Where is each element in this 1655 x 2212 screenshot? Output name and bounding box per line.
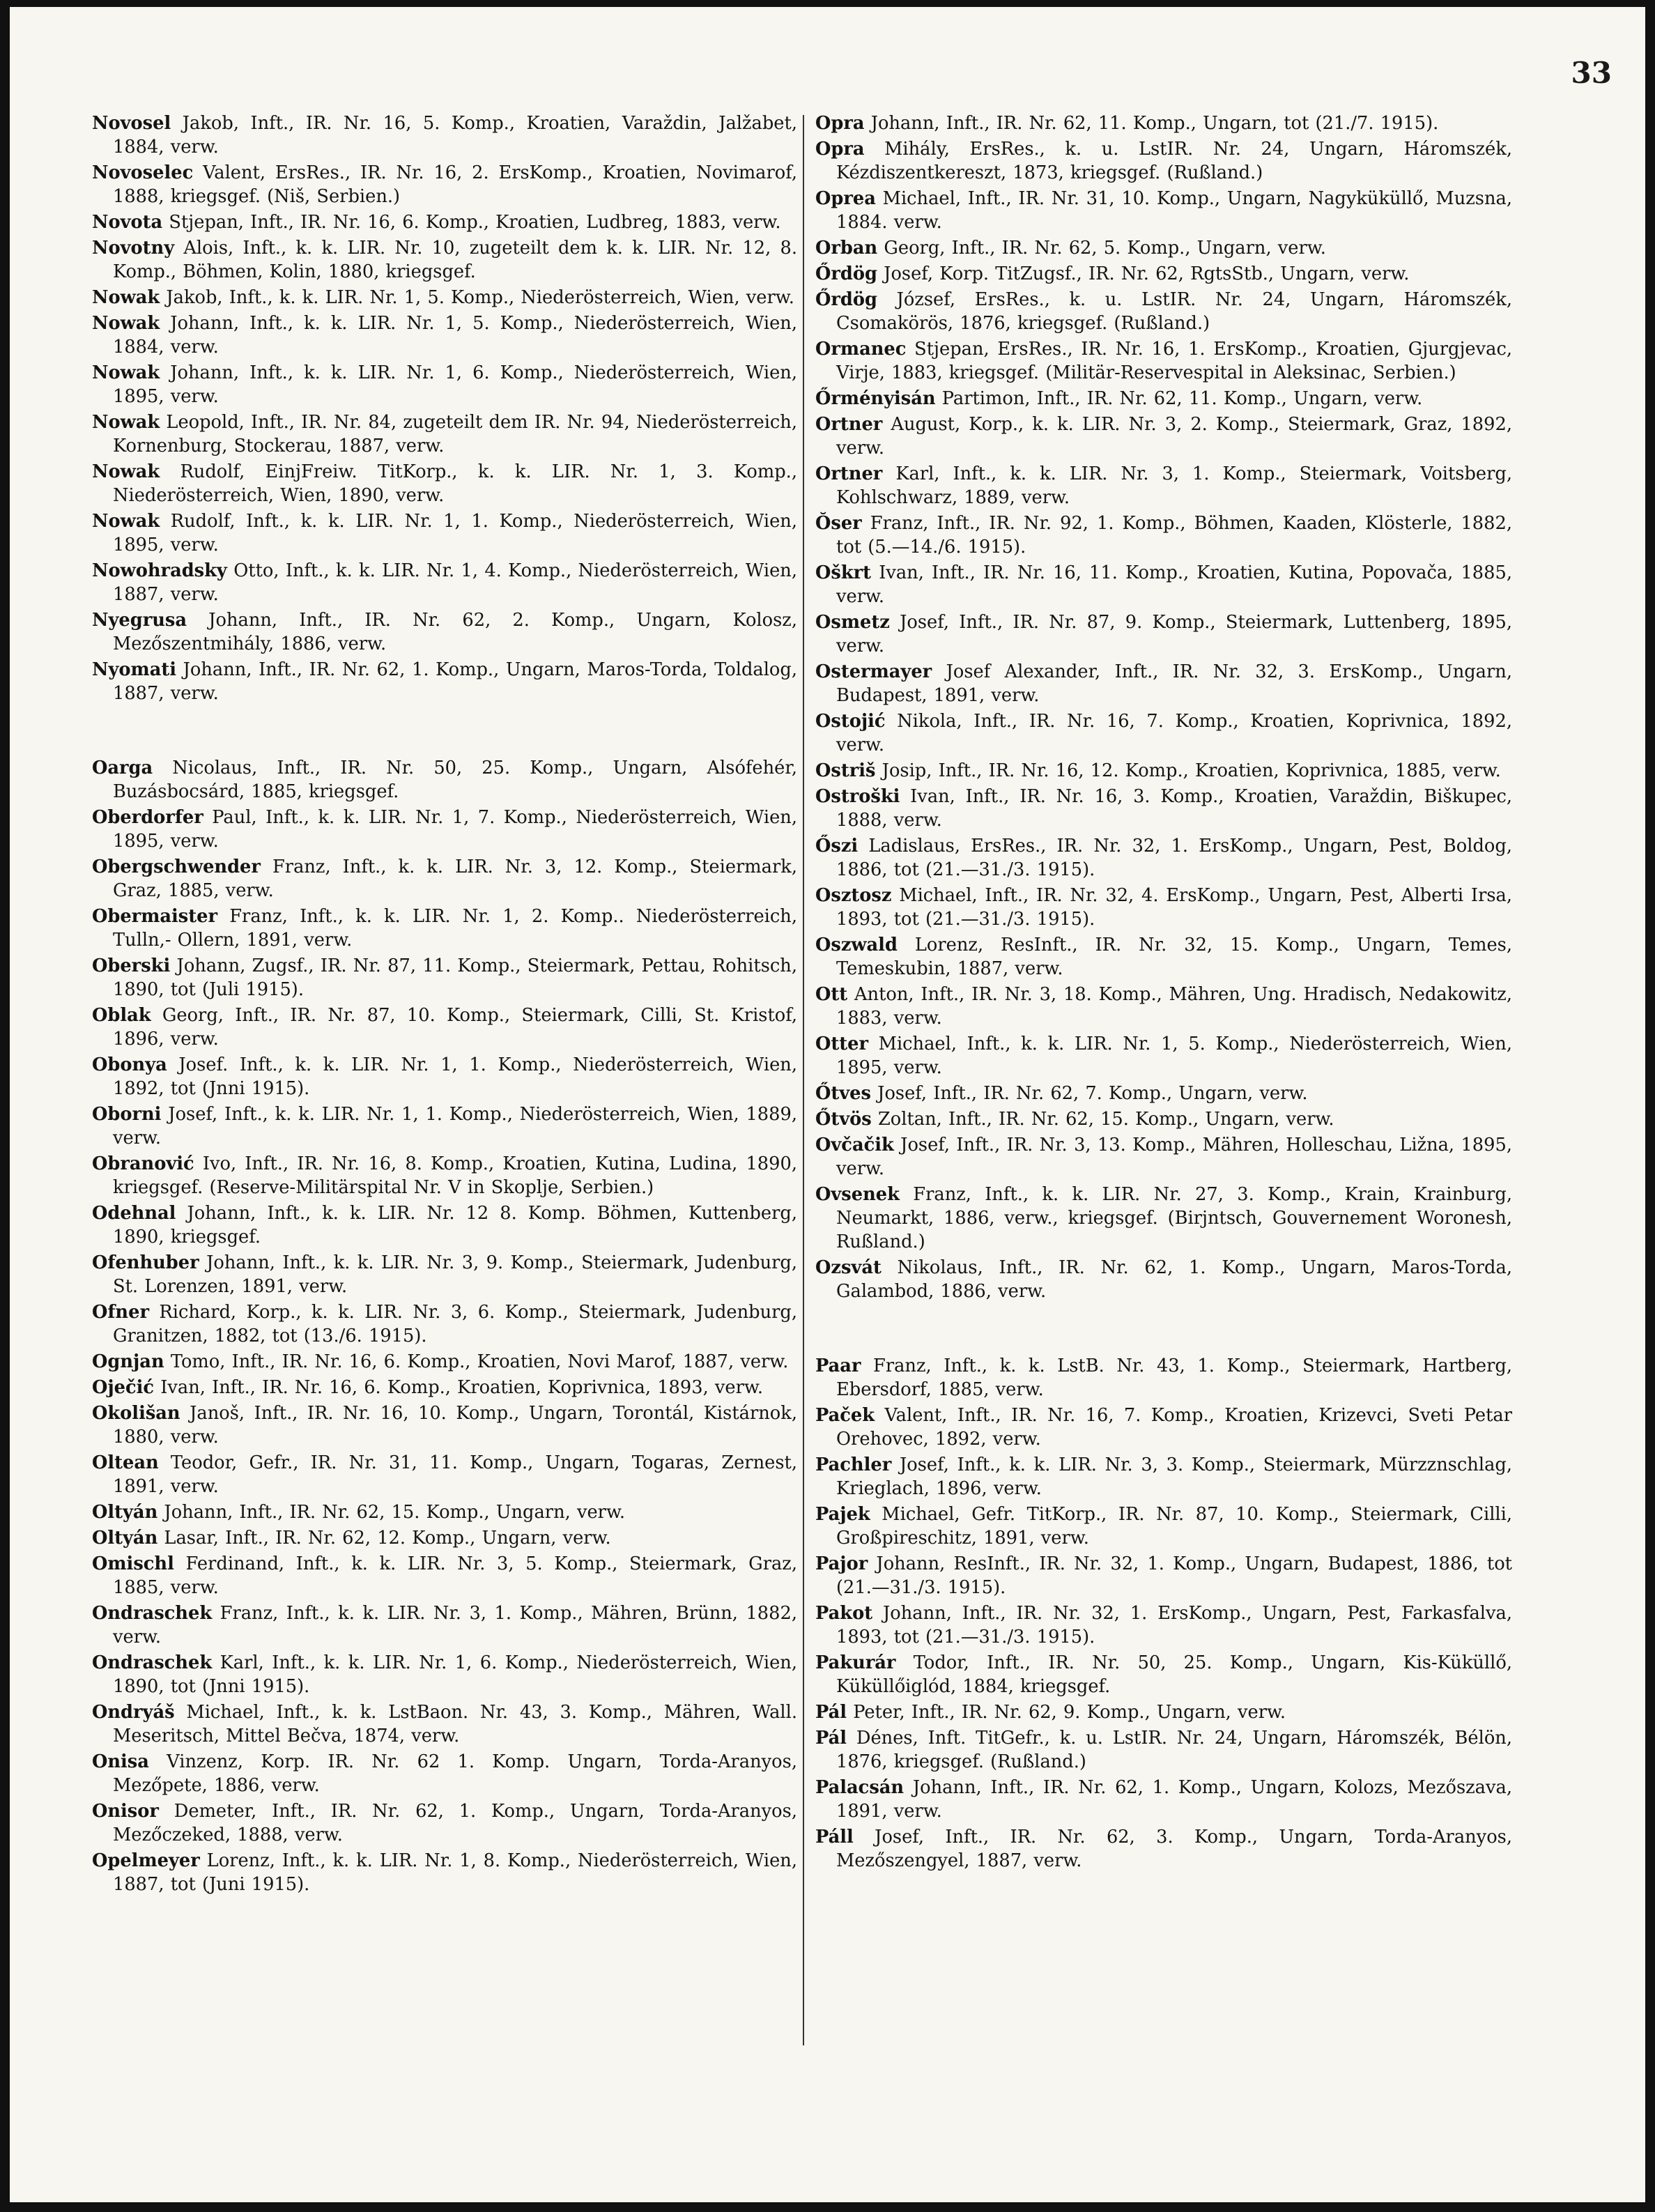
entry-surname: Ondraschek: [92, 1652, 213, 1673]
list-item: [92, 1700, 797, 1748]
entry-surname: Nowak: [92, 287, 160, 308]
entry-details: Rudolf, Inft., k. k. LIR. Nr. 1, 1. Komp., Niederösterreich, Wien, 1895, verw.: [113, 511, 797, 555]
entry-surname: Ofner: [92, 1302, 149, 1323]
entry-surname: Ozsvát: [815, 1257, 882, 1278]
entry-surname: Nyegrusa: [92, 610, 187, 631]
entry-surname: Őtvös: [815, 1109, 872, 1130]
entry-details: Johann, Zugsf., IR. Nr. 87, 11. Komp., Steiermark, Pettau, Rohitsch, 1890, tot (Juli 1915).: [113, 955, 797, 1000]
list-item: [815, 1453, 1512, 1500]
entry-surname: Nowak: [92, 362, 160, 383]
entries-group-n: [92, 112, 797, 705]
list-item: [815, 462, 1512, 509]
entry-details: Ivan, Inft., IR. Nr. 16, 11. Komp., Kroatien, Kutina, Popovača, 1885, verw.: [836, 562, 1512, 607]
entry-details: Ivo, Inft., IR. Nr. 16, 8. Komp., Kroatien, Kutina, Ludina, 1890, kriegsgef. (Reserve-Militärspital Nr. V in Skoplje, Serbien.): [113, 1153, 797, 1198]
entry-surname: Onisor: [92, 1801, 159, 1822]
list-item: [92, 1526, 797, 1550]
list-item: [815, 187, 1512, 234]
entry-details: Josef, Inft., k. k. LIR. Nr. 1, 1. Komp., Niederösterreich, Wien, 1889, verw.: [113, 1104, 797, 1149]
entry-surname: Opra: [815, 113, 865, 134]
entry-details: Jakob, Inft., k. k. LIR. Nr. 1, 5. Komp., Niederösterreich, Wien, verw.: [166, 287, 794, 308]
entry-surname: Nyomati: [92, 659, 176, 680]
entry-details: Johann, Inft., IR. Nr. 32, 1. ErsKomp., Ungarn, Pest, Farkasfalva, 1893, tot (21.—31./3. 1915).: [836, 1603, 1512, 1648]
entry-surname: Oblak: [92, 1005, 151, 1026]
list-item: [92, 855, 797, 903]
entry-details: Leopold, Inft., IR. Nr. 84, zugeteilt dem IR. Nr. 94, Niederösterreich, Kornenburg, Stockerau, 1887, verw.: [113, 412, 798, 456]
list-item: [815, 561, 1512, 608]
list-item: [815, 262, 1512, 286]
list-item: [92, 236, 797, 284]
entry-details: August, Korp., k. k. LIR. Nr. 3, 2. Komp., Steiermark, Graz, 1892, verw.: [836, 414, 1512, 459]
list-item: [92, 756, 797, 804]
entry-details: Lasar, Inft., IR. Nr. 62, 12. Komp., Ungarn, verw.: [164, 1528, 611, 1549]
entry-details: Ladislaus, ErsRes., IR. Nr. 32, 1. ErsKomp., Ungarn, Pest, Boldog, 1886, tot (21.—31./3. 1915).: [836, 836, 1512, 880]
list-item: [92, 1451, 797, 1498]
entry-details: Josip, Inft., IR. Nr. 16, 12. Komp., Kroatien, Koprivnica, 1885, verw.: [882, 760, 1501, 781]
entry-surname: Ovsenek: [815, 1184, 900, 1205]
entry-surname: Őtves: [815, 1083, 871, 1104]
entry-details: Johann, Inft., k. k. LIR. Nr. 1, 6. Komp., Niederösterreich, Wien, 1895, verw.: [113, 362, 798, 407]
list-item: [92, 1004, 797, 1051]
entry-surname: Novoselec: [92, 162, 194, 183]
entry-surname: Ondraschek: [92, 1603, 213, 1624]
entry-details: Valent, Inft., IR. Nr. 16, 7. Komp., Kroatien, Krizevci, Sveti Petar Orehovec, 1892, verw.: [836, 1405, 1512, 1450]
entry-surname: Oječić: [92, 1377, 155, 1398]
entry-surname: Omischl: [92, 1553, 174, 1574]
entry-details: Nicolaus, Inft., IR. Nr. 50, 25. Komp., Ungarn, Alsófehér, Buzásbocsárd, 1885, kriegsgef.: [113, 758, 798, 802]
column-divider: [803, 115, 804, 2045]
list-item: [815, 660, 1512, 707]
list-item: [815, 1825, 1512, 1873]
list-item: [92, 1602, 797, 1649]
list-item: [815, 337, 1512, 385]
entry-details: Mihály, ErsRes., k. u. LstIR. Nr. 24, Ungarn, Háromszék, Kézdiszentkereszt, 1873, kriegsgef. (Rußland.): [836, 139, 1512, 183]
list-item: [92, 1799, 797, 1847]
entry-details: Michael, Inft., IR. Nr. 31, 10. Komp., Ungarn, Nagyküküllő, Muzsna, 1884. verw.: [836, 188, 1512, 233]
entry-surname: Őrményisán: [815, 388, 936, 409]
entry-surname: Ormanec: [815, 339, 907, 360]
entry-details: Georg, Inft., IR. Nr. 62, 5. Komp., Ungarn, verw.: [884, 238, 1326, 259]
entry-details: Michael, Gefr. TitKorp., IR. Nr. 87, 10. Komp., Steiermark, Cilli, Großpireschitz, 1891, verw.: [836, 1504, 1513, 1549]
entry-details: Nikolaus, Inft., IR. Nr. 62, 1. Komp., Ungarn, Maros-Torda, Galambod, 1886, verw.: [836, 1257, 1512, 1302]
entry-surname: Oborni: [92, 1104, 162, 1125]
entry-details: Johann, Inft., k. k. LIR. Nr. 3, 9. Komp., Steiermark, Judenburg, St. Lorenzen, 1891, verw.: [113, 1252, 798, 1297]
entry-surname: Nowak: [92, 313, 160, 334]
entry-details: Rudolf, EinjFreiw. TitKorp., k. k. LIR. Nr. 1, 3. Komp., Niederösterreich, Wien, 1890, verw.: [113, 461, 797, 506]
entry-surname: Novosel: [92, 113, 171, 134]
list-item: [815, 1404, 1512, 1451]
list-item: [92, 312, 797, 359]
list-item: [815, 785, 1512, 832]
list-item: [92, 1152, 797, 1199]
entry-surname: Ott: [815, 984, 848, 1005]
entry-details: Tomo, Inft., IR. Nr. 16, 6. Komp., Kroatien, Novi Marof, 1887, verw.: [170, 1351, 789, 1372]
entry-surname: Okolišan: [92, 1403, 180, 1424]
entries-group-o-right: [815, 112, 1512, 1303]
entry-details: Johann, Inft., IR. Nr. 62, 2. Komp., Ungarn, Kolosz, Mezőszentmihály, 1886, verw.: [113, 610, 797, 654]
entry-surname: Ostojić: [815, 711, 886, 732]
entry-surname: Obonya: [92, 1054, 167, 1075]
list-item: [815, 709, 1512, 757]
entry-details: Michael, Inft., k. k. LIR. Nr. 1, 5. Komp., Niederösterreich, Wien, 1895, verw.: [836, 1034, 1513, 1078]
entry-details: Josef, Inft., IR. Nr. 3, 13. Komp., Mähren, Holleschau, Ližna, 1895, verw.: [836, 1135, 1512, 1179]
entry-details: Johann, Inft., k. k. LIR. Nr. 1, 5. Komp., Niederösterreich, Wien, 1884, verw.: [113, 313, 798, 358]
list-item: [815, 983, 1512, 1030]
entry-surname: Oltyán: [92, 1528, 158, 1549]
entry-surname: Nowohradsky: [92, 560, 227, 581]
entry-surname: Oberdorfer: [92, 807, 203, 828]
list-item: [92, 1053, 797, 1100]
entry-details: Demeter, Inft., IR. Nr. 62, 1. Komp., Ungarn, Torda-Aranyos, Mezőczeked, 1888, verw.: [113, 1801, 797, 1845]
entry-details: Josef Alexander, Inft., IR. Nr. 32, 3. ErsKomp., Ungarn, Budapest, 1891, verw.: [836, 661, 1512, 706]
entry-details: Franz, Inft., k. k. LIR. Nr. 3, 1. Komp., Mähren, Brünn, 1882, verw.: [113, 1603, 797, 1648]
list-item: [92, 112, 797, 159]
list-item: [92, 1103, 797, 1150]
entry-surname: Novota: [92, 212, 163, 233]
entry-surname: Oprea: [815, 188, 876, 209]
entry-details: Johann, Inft., IR. Nr. 62, 1. Komp., Ungarn, Kolozs, Mezőszava, 1891, verw.: [836, 1777, 1512, 1822]
entry-details: Stjepan, Inft., IR. Nr. 16, 6. Komp., Kroatien, Ludbreg, 1883, verw.: [169, 212, 781, 233]
entry-details: Franz, Inft., k. k. LIR. Nr. 27, 3. Komp., Krain, Krainburg, Neumarkt, 1886, verw., kriegsgef. (Birjntsch, Gouvernement Woronesh, Rußland.): [836, 1184, 1512, 1252]
list-item: [92, 658, 797, 705]
list-item: [815, 512, 1512, 559]
list-item: [815, 236, 1512, 260]
entry-details: Josef, Inft., IR. Nr. 62, 3. Komp., Ungarn, Torda-Aranyos, Mezőszengyel, 1887, verw.: [836, 1827, 1513, 1871]
entry-surname: Ostermayer: [815, 661, 932, 682]
entry-surname: Ortner: [815, 414, 883, 435]
list-item: [92, 559, 797, 606]
entry-surname: Oltean: [92, 1452, 159, 1473]
entry-surname: Ognjan: [92, 1351, 164, 1372]
entry-details: Johann, ResInft., IR. Nr. 32, 1. Komp., Ungarn, Budapest, 1886, tot (21.—31./3. 1915).: [836, 1553, 1512, 1598]
list-item: [92, 608, 797, 656]
list-item: [815, 1107, 1512, 1131]
entry-surname: Nowak: [92, 461, 160, 482]
entry-surname: Ondryáš: [92, 1702, 175, 1723]
entry-details: Franz, Inft., IR. Nr. 92, 1. Komp., Böhmen, Kaaden, Klösterle, 1882, tot (5.—14./6. 1915).: [836, 513, 1512, 558]
entry-surname: Pál: [815, 1728, 847, 1749]
list-item: [92, 1500, 797, 1524]
list-item: [815, 1726, 1512, 1774]
entry-details: Johann, Inft., k. k. LIR. Nr. 12 8. Komp. Böhmen, Kuttenberg, 1890, kriegsgef.: [113, 1203, 798, 1247]
entry-surname: Ofenhuber: [92, 1252, 199, 1273]
list-item: [92, 1401, 797, 1449]
list-item: [92, 1300, 797, 1348]
entry-surname: Ovčačik: [815, 1135, 894, 1155]
list-item: [815, 884, 1512, 931]
entry-surname: Pajor: [815, 1553, 868, 1574]
entry-surname: Opelmeyer: [92, 1850, 200, 1871]
list-item: [815, 1503, 1512, 1550]
entry-surname: Novotny: [92, 238, 175, 259]
entry-details: Josef, Inft., IR. Nr. 62, 7. Komp., Ungarn, verw.: [877, 1083, 1308, 1104]
entry-details: Valent, ErsRes., IR. Nr. 16, 2. ErsKomp., Kroatien, Novimarof, 1888, kriegsgef. (Niš, Serbien.): [113, 162, 797, 207]
list-item: [92, 954, 797, 1001]
entry-details: Peter, Inft., IR. Nr. 62, 9. Komp., Ungarn, verw.: [853, 1702, 1286, 1723]
entry-details: Nikola, Inft., IR. Nr. 16, 7. Komp., Kroatien, Koprivnica, 1892, verw.: [836, 711, 1512, 755]
list-item: [815, 1552, 1512, 1599]
entry-surname: Pajek: [815, 1504, 870, 1525]
entry-details: Paul, Inft., k. k. LIR. Nr. 1, 7. Komp., Niederösterreich, Wien, 1895, verw.: [113, 807, 797, 852]
entry-details: Josef, Inft., IR. Nr. 87, 9. Komp., Steiermark, Luttenberg, 1895, verw.: [836, 612, 1512, 656]
entry-surname: Onisa: [92, 1751, 149, 1772]
list-item: [815, 834, 1512, 882]
list-item: [92, 1350, 797, 1374]
list-item: [92, 1750, 797, 1797]
entry-details: Josef. Inft., k. k. LIR. Nr. 1, 1. Komp., Niederösterreich, Wien, 1892, tot (Jnni 1915).: [113, 1054, 797, 1099]
entry-details: Franz, Inft., k. k. LIR. Nr. 3, 12. Komp., Steiermark, Graz, 1885, verw.: [113, 857, 797, 901]
entry-details: Karl, Inft., k. k. LIR. Nr. 1, 6. Komp., Niederösterreich, Wien, 1890, tot (Jnni 1915).: [113, 1652, 797, 1697]
entry-details: Todor, Inft., IR. Nr. 50, 25. Komp., Ungarn, Kis-Küküllő, Küküllőiglód, 1884, kriegsgef.: [836, 1652, 1512, 1697]
entry-surname: Oszwald: [815, 935, 898, 955]
right-column: [815, 112, 1512, 1875]
list-item: [815, 1700, 1512, 1724]
entry-surname: Obranović: [92, 1153, 194, 1174]
entry-details: Michael, Inft., k. k. LstBaon. Nr. 43, 3. Komp., Mähren, Wall. Meseritsch, Mittel Bečva, 1874, verw.: [113, 1702, 797, 1746]
document-page: [10, 7, 1645, 2202]
entry-surname: Pakurár: [815, 1652, 896, 1673]
entry-details: Stjepan, ErsRes., IR. Nr. 16, 1. ErsKomp., Kroatien, Gjurgjevac, Virje, 1883, kriegsgef. (Militär-Reservespital in Aleksinac, Serbien.): [836, 339, 1513, 383]
entry-surname: Nowak: [92, 412, 160, 433]
entry-surname: Orban: [815, 238, 878, 259]
entries-group-p: [815, 1354, 1512, 1873]
entry-surname: Oberski: [92, 955, 171, 976]
list-item: [92, 1251, 797, 1298]
entry-surname: Pakot: [815, 1603, 873, 1624]
list-item: [815, 610, 1512, 658]
entry-surname: Obermaister: [92, 906, 218, 927]
list-item: [92, 509, 797, 557]
list-item: [815, 288, 1512, 335]
section-gap: [815, 1305, 1512, 1354]
list-item: [815, 933, 1512, 981]
entry-details: Ivan, Inft., IR. Nr. 16, 3. Komp., Kroatien, Varaždin, Biškupec, 1888, verw.: [836, 786, 1512, 831]
entry-surname: Őszi: [815, 836, 859, 857]
entry-details: Josef, Korp. TitZugsf., IR. Nr. 62, RgtsStb., Ungarn, verw.: [884, 263, 1410, 284]
list-item: [815, 1082, 1512, 1105]
entry-surname: Pachler: [815, 1454, 892, 1475]
entry-surname: Paar: [815, 1355, 861, 1376]
entry-surname: Obergschwender: [92, 857, 261, 877]
entry-details: Janoš, Inft., IR. Nr. 16, 10. Komp., Ungarn, Torontál, Kistárnok, 1880, verw.: [113, 1403, 797, 1447]
list-item: [92, 286, 797, 309]
entry-details: József, ErsRes., k. u. LstIR. Nr. 24, Ungarn, Háromszék, Csomakörös, 1876, kriegsgef. (Rußland.): [836, 289, 1512, 334]
entry-details: Zoltan, Inft., IR. Nr. 62, 15. Komp., Ungarn, verw.: [877, 1109, 1334, 1130]
entry-surname: Nowak: [92, 511, 160, 532]
entry-details: Georg, Inft., IR. Nr. 87, 10. Komp., Steiermark, Cilli, St. Kristof, 1896, verw.: [113, 1005, 798, 1050]
list-item: [815, 759, 1512, 783]
list-item: [92, 1651, 797, 1698]
entry-details: Johann, Inft., IR. Nr. 62, 11. Komp., Ungarn, tot (21./7. 1915).: [870, 113, 1439, 134]
list-item: [92, 1552, 797, 1599]
section-gap: [92, 707, 797, 756]
list-item: [815, 1256, 1512, 1303]
entry-surname: Oarga: [92, 758, 153, 778]
entry-details: Dénes, Inft. TitGefr., k. u. LstIR. Nr. 24, Ungarn, Háromszék, Bélön, 1876, kriegsgef. (Rußland.): [836, 1728, 1512, 1772]
entry-details: Lorenz, ResInft., IR. Nr. 32, 15. Komp., Ungarn, Temes, Temeskubin, 1887, verw.: [836, 935, 1512, 979]
page-number: 33: [1571, 56, 1612, 90]
list-item: [815, 1354, 1512, 1401]
entry-details: Teodor, Gefr., IR. Nr. 31, 11. Komp., Ungarn, Togaras, Zernest, 1891, verw.: [113, 1452, 797, 1497]
left-column: [92, 112, 797, 1898]
entry-details: Richard, Korp., k. k. LIR. Nr. 3, 6. Komp., Steiermark, Judenburg, Granitzen, 1882, tot (13./6. 1915).: [113, 1302, 798, 1346]
entry-details: Ivan, Inft., IR. Nr. 16, 6. Komp., Kroatien, Koprivnica, 1893, verw.: [160, 1377, 764, 1398]
entry-details: Karl, Inft., k. k. LIR. Nr. 3, 1. Komp., Steiermark, Voitsberg, Kohlschwarz, 1889, verw.: [836, 463, 1513, 508]
entry-surname: Őrdög: [815, 263, 877, 284]
entry-surname: Osmetz: [815, 612, 890, 633]
list-item: [92, 361, 797, 408]
list-item: [815, 1651, 1512, 1698]
entry-surname: Osztosz: [815, 885, 892, 906]
list-item: [92, 1376, 797, 1399]
entry-surname: Otter: [815, 1034, 868, 1054]
list-item: [815, 137, 1512, 185]
entry-surname: Palacsán: [815, 1777, 905, 1798]
entry-details: Partimon, Inft., IR. Nr. 62, 11. Komp., Ungarn, verw.: [941, 388, 1423, 409]
entry-details: Vinzenz, Korp. IR. Nr. 62 1. Komp. Ungarn, Torda-Aranyos, Mezőpete, 1886, verw.: [113, 1751, 797, 1796]
entry-surname: Oškrt: [815, 562, 872, 583]
list-item: [92, 410, 797, 458]
entry-surname: Páll: [815, 1827, 854, 1848]
list-item: [815, 112, 1512, 135]
entry-details: Franz, Inft., k. k. LIR. Nr. 1, 2. Komp.. Niederösterreich, Tulln,- Ollern, 1891, verw.: [113, 906, 797, 951]
entries-group-o: [92, 756, 797, 1896]
entry-surname: Odehnal: [92, 1203, 176, 1224]
list-item: [92, 1201, 797, 1249]
list-item: [92, 1849, 797, 1896]
entry-details: Otto, Inft., k. k. LIR. Nr. 1, 4. Komp., Niederösterreich, Wien, 1887, verw.: [113, 560, 797, 605]
entry-details: Josef, Inft., k. k. LIR. Nr. 3, 3. Komp., Steiermark, Mürzznschlag, Krieglach, 1896, verw.: [836, 1454, 1512, 1499]
entry-surname: Őrdög: [815, 289, 877, 310]
entry-details: Michael, Inft., IR. Nr. 32, 4. ErsKomp., Ungarn, Pest, Alberti Irsa, 1893, tot (21.—31./3. 1915).: [836, 885, 1513, 930]
list-item: [815, 1183, 1512, 1254]
entry-details: Ferdinand, Inft., k. k. LIR. Nr. 3, 5. Komp., Steiermark, Graz, 1885, verw.: [113, 1553, 797, 1598]
entry-surname: Ŏser: [815, 513, 862, 534]
list-item: [92, 806, 797, 853]
entry-surname: Pál: [815, 1702, 847, 1723]
entry-details: Franz, Inft., k. k. LstB. Nr. 43, 1. Komp., Steiermark, Hartberg, Ebersdorf, 1885, verw.: [836, 1355, 1513, 1400]
entry-surname: Ostroški: [815, 786, 900, 807]
entry-details: Johann, Inft., IR. Nr. 62, 1. Komp., Ungarn, Maros-Torda, Toldalog, 1887, verw.: [113, 659, 798, 704]
list-item: [815, 413, 1512, 460]
list-item: [92, 161, 797, 208]
list-item: [815, 1133, 1512, 1181]
list-item: [92, 210, 797, 234]
entry-details: Lorenz, Inft., k. k. LIR. Nr. 1, 8. Komp., Niederösterreich, Wien, 1887, tot (Juni 1915).: [113, 1850, 797, 1895]
entry-details: Alois, Inft., k. k. LIR. Nr. 10, zugeteilt dem k. k. LIR. Nr. 12, 8. Komp., Böhmen, Kolin, 1880, kriegsgef.: [113, 238, 797, 282]
entry-surname: Opra: [815, 139, 865, 160]
list-item: [92, 905, 797, 952]
entry-surname: Ostriš: [815, 760, 876, 781]
entry-details: Jakob, Inft., IR. Nr. 16, 5. Komp., Kroatien, Varaždin, Jalžabet, 1884, verw.: [113, 113, 797, 158]
entry-surname: Oltyán: [92, 1502, 158, 1523]
list-item: [92, 460, 797, 507]
list-item: [815, 1032, 1512, 1080]
entry-surname: Paček: [815, 1405, 875, 1426]
list-item: [815, 387, 1512, 410]
list-item: [815, 1602, 1512, 1649]
list-item: [815, 1776, 1512, 1823]
entry-details: Johann, Inft., IR. Nr. 62, 15. Komp., Ungarn, verw.: [164, 1502, 626, 1523]
entry-details: Anton, Inft., IR. Nr. 3, 18. Komp., Mähren, Ung. Hradisch, Nedakowitz, 1883, verw.: [836, 984, 1512, 1029]
entry-surname: Ortner: [815, 463, 883, 484]
